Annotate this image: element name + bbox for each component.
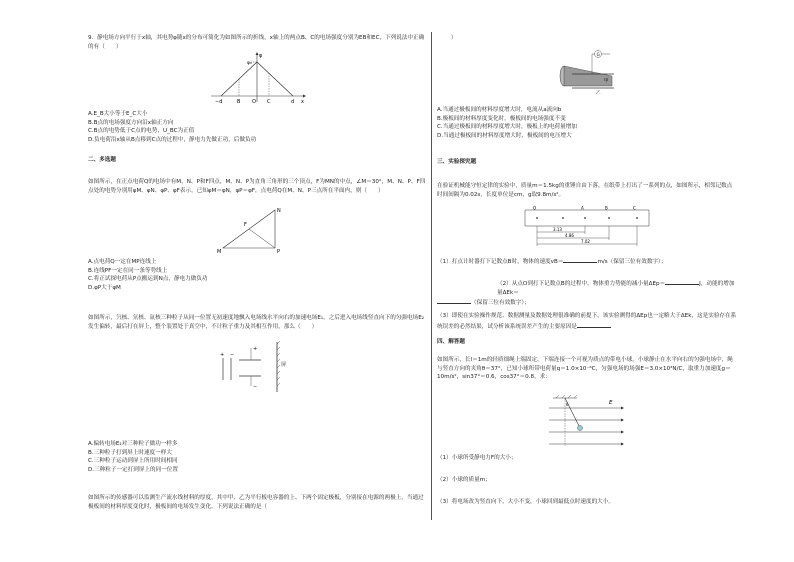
triangle-label-m: M	[217, 249, 222, 254]
apparatus-label-plus-1: +	[220, 352, 225, 358]
q10-option-b: B.连线PF一定在同一条等势线上	[88, 267, 168, 274]
pendulum-theta-label: θ	[566, 402, 569, 407]
graph-label-minus-d: −d	[215, 99, 223, 105]
q13-sub3c-text: ，这是实验存在系统误差的必然结果，试分析该系统误差产生的主要原因是	[437, 313, 737, 330]
q13-sub3-text: （3）即使在实验操作规范、数据测量及数据处理很准确的前提下，该实验测得的ΔE	[437, 313, 644, 319]
apparatus-label-plus-2: +	[253, 346, 258, 352]
q13-blank-ek[interactable]	[437, 297, 471, 304]
q13-sub-3: （3）即使在实验操作规范、数据测量及数据处理很准确的前提下，该实验测得的ΔEp也一定略大于ΔEk，这是实验存在系统误差的必然结果，试分析该系统误差产生的主要原因是	[437, 313, 737, 330]
question-10	[88, 178, 426, 195]
tape-label-o: O	[533, 206, 537, 211]
q12-stem-tail: ）	[451, 35, 457, 41]
q10-option-d: D.φP大于φM	[88, 284, 121, 291]
q11-option-c: C.三种粒子运动到屏上所用时间相同	[88, 458, 178, 465]
section-3-title: 三、实验探究题	[437, 159, 477, 165]
q9-option-c: C.B点的电势低于C点的电势，U_BC为正值	[88, 128, 195, 135]
question-13	[437, 182, 737, 199]
q13-sub-1: （1）打点计时器打下记数点B时，物体的速度vB＝ m/s（保留三位有效数字）；	[437, 256, 737, 267]
q10-triangle-figure	[88, 206, 426, 254]
q11-option-b: B.三种粒子打到屏上时速度一样大	[88, 449, 172, 456]
q13-ticker-tape	[437, 206, 737, 248]
apparatus-label-screen: 屏	[281, 362, 287, 368]
graph-label-d: d	[291, 99, 295, 105]
section-4-title: 四、解答题	[437, 339, 465, 345]
q14-sub-3: （3）将电场改为竖直向下，大小不变，小球回到最低点时速度的大小。	[437, 499, 614, 505]
q14-sub-2: （2）小球的质量m；	[437, 477, 491, 483]
section-2-title: 二、多选题	[88, 157, 116, 163]
q11-stem: 如图所示，氕核、氘核、氚核三种粒子从同一位置无初速度地飘入电场线水平向右的加速电场E₁，之后进入电场线竖直向下的匀强电场E₂发生偏转，最后打在屏上，整个装置处于真空中，不计粒子重力及其相互作用，那么（ ）	[88, 315, 424, 330]
q14-sub-1: （1）小球所受静电力F的大小；	[437, 455, 517, 461]
q9-option-b: B.B点的电场强度方向沿x轴正方向	[88, 119, 174, 126]
graph-label-o: O	[252, 99, 256, 105]
question-9	[88, 34, 426, 51]
q13-sub1-text: （1）打点计时器打下记数点B时，物体的速度v	[437, 259, 554, 265]
triangle-label-f: F	[244, 222, 247, 228]
q13-sub2b-text: J，动能的增加量ΔE	[497, 281, 735, 296]
plate-yi-label: 乙	[596, 91, 601, 94]
q12-sensor-figure	[437, 46, 737, 94]
tape-dim-3: 7.02	[581, 239, 590, 244]
column-divider	[431, 32, 432, 520]
galvanometer-g-label: G	[596, 51, 600, 57]
question-14	[437, 356, 737, 382]
q13-blank-ep[interactable]	[665, 278, 699, 285]
q9-potential-graph	[88, 50, 426, 106]
tape-dim-1: 3.13	[553, 227, 562, 232]
question-11	[88, 314, 426, 331]
q9-stem: 9．静电场方向平行于x轴，其电势φ随x的分布可简化为如图所示的折线，x轴上的两点B、C的电场强度分别为EB和EC，下列说法中正确的有（ ）	[88, 35, 425, 50]
q13-sub1-unit: m/s（保留三位有效数字）；	[597, 259, 667, 265]
q13-sub3b-text: 也一定略大于ΔE	[647, 313, 689, 319]
q12-option-b: B.极板间的材料厚度变化时，极板间的电场强度不变	[437, 115, 566, 122]
triangle-label-p: P	[277, 249, 281, 254]
q9-option-d: D.负电荷沿x轴从B点移到C点的过程中，静电力先做正功，后做负功	[88, 136, 257, 143]
graph-label-phi0: φ₀	[247, 61, 252, 66]
graph-label-c: C	[267, 99, 271, 105]
q13-sub2a-text: （2）从点O到打下记数点B的过程中，物体重力势能的减小量ΔE	[497, 281, 657, 287]
q13-sub2c-text: （保留三位有效数字）；	[471, 300, 530, 307]
q12-option-d: D.当通过极板间的材料厚度增大时，极板间的电压增大	[437, 132, 572, 139]
tape-label-b: B	[605, 206, 608, 211]
q10-option-c: C.将正试探电荷从P点搬运到N点，静电力做负功	[88, 276, 208, 283]
tape-label-a: A	[581, 206, 584, 211]
q10-options	[88, 258, 426, 292]
q11-option-d: D.三种粒子一定打到屏上的同一位置	[88, 466, 178, 473]
q14-pendulum-figure	[437, 394, 737, 450]
q13-sub-2: （2）从点O到打下记数点B的过程中，物体重力势能的减小量ΔEp＝ J，动能的增加量ΔEk＝ （保留三位有效数字）；	[437, 278, 737, 308]
q10-stem: 如图所示，在正点电荷Q的电场中有M、N、P和F四点，M、N、P为直角三角形的三个顶点，F为MN的中点，∠M＝30°，M、N、P、F四点处的电势分别用φM、φN、φP、φF表示，已知φM＝φN，φP＝φF，点电荷Q在M、N、P三点所在平面内，则（ ）	[88, 179, 426, 194]
q13-blank-vb[interactable]	[563, 256, 597, 263]
q12-options	[437, 106, 737, 140]
q12-stem: 如图所示的传感器可以监测生产流水线材料的厚度，其中甲、乙为平行板电容器的上、下两个固定极板，分别接在电源的两极上，当通过极板间的材料厚度变化时，极板间的电场发生变化。下列说法正确的是（	[88, 495, 424, 510]
q11-option-a: A.偏转电场E₂对三种粒子做功一样多	[88, 441, 178, 447]
tape-dim-2: 4.86	[565, 233, 574, 238]
q11-options	[88, 440, 426, 474]
q11-apparatus-figure	[88, 338, 426, 394]
field-e-label: E	[609, 400, 613, 406]
tape-label-c: C	[633, 206, 636, 211]
triangle-label-n: N	[277, 208, 281, 214]
q10-option-a: A.点电荷Q一定在MP连线上	[88, 259, 157, 265]
q13-blank-reason[interactable]	[577, 321, 611, 328]
q12-option-a: A.当通过极板间的材料厚度增大时，电流从a流向b	[437, 107, 562, 113]
apparatus-label-minus-1: −	[230, 352, 235, 358]
plate-jia-label: 甲	[604, 79, 609, 84]
q9-options	[88, 110, 426, 144]
apparatus-label-minus-2: −	[253, 384, 258, 390]
question-12	[88, 494, 426, 511]
q13-stem: 在验证机械能守恒定律的实验中，质量m＝1.5kg的重锤自由下落，在纸带上打出了一系列的点，如图所示，相邻记数点时间间隔为0.02s，长度单位是cm，g取9.8m/s²。	[437, 183, 733, 198]
q12-option-c: C.当通过极板间的材料厚度增大时，极板上的电荷量增加	[437, 124, 577, 131]
q14-stem: 如图所示，长l＝1m的轻质细绳上端固定，下端连接一个可视为质点的带电小球，小球静止在水平向右的匀强电场中，绳与竖直方向的夹角θ＝37°，已知小球所带电荷量q＝1.0×10⁻⁶C，匀强电场的场强E＝3.0×10³N/C，取重力加速度g＝10m/s²，sin37°＝0.6，cos37°＝0.8。求：	[437, 357, 733, 381]
graph-label-x: x	[301, 99, 304, 105]
graph-label-phi: φ	[259, 53, 263, 59]
graph-label-b: B	[237, 99, 241, 105]
q9-option-a: A.E_B大小等于E_C大小	[88, 111, 148, 117]
